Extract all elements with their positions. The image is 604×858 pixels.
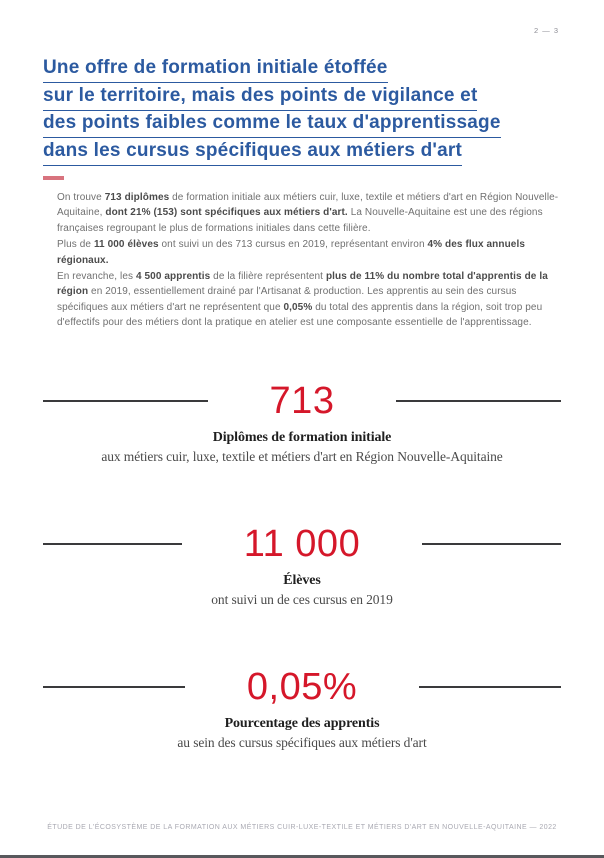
page-title-line-1: Une offre de formation initiale étoffée <box>43 57 388 83</box>
page-title-line-3: des points faibles comme le taux d'apprentissage <box>43 112 501 138</box>
stat-value: 713 <box>269 379 335 422</box>
stat-sublabel: au sein des cursus spécifiques aux métiers d'art <box>177 735 427 750</box>
page-title <box>43 57 501 167</box>
stat-label: Élèves <box>283 573 321 588</box>
stat-sublabel: ont suivi un de ces cursus en 2019 <box>211 592 393 607</box>
stat-value: 11 000 <box>243 522 361 565</box>
stat-label: Diplômes de formation initiale <box>212 430 392 445</box>
stat-rule-left <box>43 686 185 688</box>
stat-rule-row <box>43 667 561 707</box>
stat-rule-right <box>422 543 561 545</box>
stat-block-apprentis <box>43 667 561 751</box>
section-dash <box>43 176 64 180</box>
stat-rule-row <box>43 524 561 564</box>
page-title-line-2: sur le territoire, mais des points de vigilance et <box>43 85 477 111</box>
page-number: 2 — 3 <box>533 26 559 35</box>
stat-value: 0,05% <box>246 665 358 708</box>
intro-text <box>57 190 563 332</box>
intro-paragraph-2: Plus de 11 000 élèves ont suivi un des 713 cursus en 2019, représentant environ 4% des flux annuels régionaux. <box>57 239 525 266</box>
stat-label: Pourcentage des apprentis <box>224 716 380 731</box>
report-footer: ÉTUDE DE L'ÉCOSYSTÈME DE LA FORMATION AUX MÉTIERS CUIR-LUXE-TEXTILE ET MÉTIERS D'ART EN NOUVELLE-AQUITAINE — 2022 <box>47 824 557 831</box>
stat-block-eleves <box>43 524 561 608</box>
stat-rule-left <box>43 543 182 545</box>
stat-rule-right <box>396 400 561 402</box>
stat-sublabel: aux métiers cuir, luxe, textile et métiers d'art en Région Nouvelle-Aquitaine <box>101 449 503 464</box>
page-title-line-4: dans les cursus spécifiques aux métiers d'art <box>43 140 462 166</box>
intro-paragraph-1: On trouve 713 diplômes de formation initiale aux métiers cuir, luxe, textile et métiers d'art en Région Nouvelle-Aquitaine, dont 21% (153) sont spécifiques aux métiers d'art. La Nouvelle-Aquitaine est une des régions françaises regroupant le plus de formations initiales dans cette filière. <box>57 192 559 234</box>
intro-paragraph-3: En revanche, les 4 500 apprentis de la filière représentent plus de 11% du nombre total d'apprentis de la région en 2019, essentiellement drainé par l'Artisanat & production. Les apprentis au sein des cursus spécifiques aux métiers d'art ne représentent que 0,05% du total des apprentis dans la région, soit trop peu d'effectifs pour des métiers dont la pratique en atelier est une composante essentielle de l'apprentissage. <box>57 271 548 329</box>
stat-rule-right <box>419 686 561 688</box>
stat-block-diplomes <box>43 381 561 465</box>
stat-rule-left <box>43 400 208 402</box>
stat-rule-row <box>43 381 561 421</box>
